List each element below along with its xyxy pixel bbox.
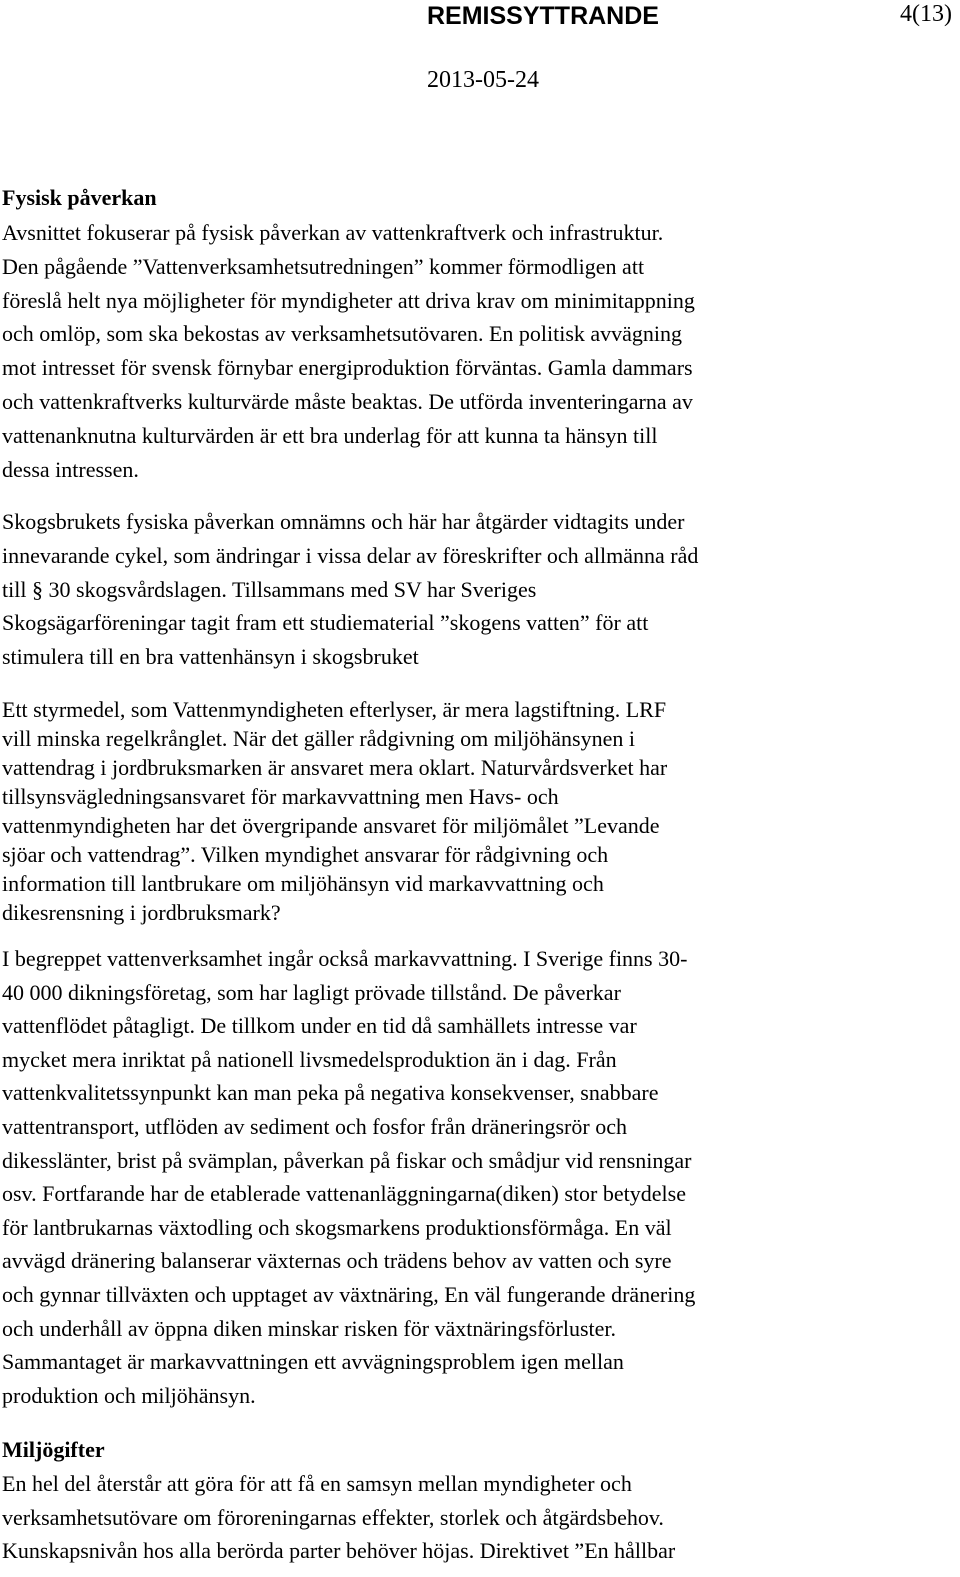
text-line: osv. Fortfarande har de etablerade vattenanläggningarna(diken) stor betydelse	[2, 1181, 686, 1207]
text-line: stimulera till en bra vattenhänsyn i skogsbruket	[2, 644, 419, 670]
text-line: Skogsbrukets fysiska påverkan omnämns och här har åtgärder vidtagits under	[2, 509, 685, 534]
text-line: för lantbrukarnas växtodling och skogsmarkens produktionsförmåga. En väl	[2, 1214, 672, 1240]
text-line: Ett styrmedel, som Vattenmyndigheten efterlyser, är mera lagstiftning. LRF	[2, 697, 667, 722]
text-line: mot intresset för svensk förnybar energiproduktion förväntas. Gamla dammars	[2, 355, 693, 381]
text-line: En hel del återstår att göra för att få en samsyn mellan myndigheter och	[2, 1471, 632, 1496]
page-number: 4(13)	[900, 1, 952, 27]
text-line: sjöar och vattendrag”. Vilken myndighet ansvarar för rådgivning och	[2, 842, 609, 867]
text-line: Skogsägarföreningar tagit fram ett studiematerial ”skogens vatten” för att	[2, 610, 649, 636]
paragraph-fysisk-4	[2, 942, 952, 1412]
text-line: vattenanknutna kulturvärden är ett bra underlag för att kunna ta hänsyn till	[2, 422, 658, 448]
section-heading-miljogifter: Miljögifter	[2, 1437, 105, 1462]
paragraph-fysisk-2	[2, 505, 952, 674]
text-line: till § 30 skogsvårdslagen. Tillsammans med SV har Sveriges	[2, 576, 537, 602]
text-line: avvägd dränering balanserar växternas och trädens behov av vatten och syre	[2, 1248, 672, 1274]
text-line: vattendrag i jordbruksmarken är ansvaret mera oklart. Naturvårdsverket har	[2, 755, 668, 780]
text-line: innevarande cykel, som ändringar i vissa delar av föreskrifter och allmänna råd	[2, 542, 699, 568]
text-line: Avsnittet fokuserar på fysisk påverkan av vattenkraftverk och infrastruktur.	[2, 220, 664, 245]
text-line: föreslå helt nya möjligheter för myndigheter att driva krav om minimitappning	[2, 287, 695, 313]
text-line: vattenflödet påtagligt. De tillkom under en tid då samhällets intresse var	[2, 1013, 637, 1039]
text-line: och vattenkraftverks kulturvärde måste beaktas. De utförda inventeringarna av	[2, 388, 693, 414]
text-line: och gynnar tillväxten och upptaget av växtnäring, En väl fungerande dränering	[2, 1281, 696, 1307]
text-line: dessa intressen.	[2, 456, 139, 482]
text-line: Kunskapsnivån hos alla berörda parter behöver höjas. Direktivet ”En hållbar	[2, 1538, 676, 1563]
text-line: information till lantbrukare om miljöhänsyn vid markavvattning och	[2, 871, 604, 896]
text-line: produktion och miljöhänsyn.	[2, 1382, 256, 1408]
text-line: I begreppet vattenverksamhet ingår också markavvattning. I Sverige finns 30-	[2, 946, 688, 971]
text-line: verksamhetsutövare om föroreningarnas effekter, storlek och åtgärdsbehov.	[2, 1504, 664, 1530]
text-line: och underhåll av öppna diken minskar risken för växtnäringsförluster.	[2, 1315, 617, 1341]
paragraph-miljogifter-1	[2, 1467, 952, 1568]
text-line: dikesslänter, brist på svämplan, påverkan på fiskar och smådjur vid rensningar	[2, 1147, 692, 1173]
text-line: Sammantaget är markavvattningen ett avvägningsproblem igen mellan	[2, 1349, 624, 1375]
text-line: vattenkvalitetssynpunkt kan man peka på negativa konsekvenser, snabbare	[2, 1080, 659, 1106]
section-heading-fysisk-paverkan: Fysisk påverkan	[2, 185, 157, 210]
paragraph-fysisk-1	[2, 216, 952, 486]
text-line: dikesrensning i jordbruksmark?	[2, 900, 281, 925]
text-line: vattenmyndigheten har det övergripande ansvaret för miljömålet ”Levande	[2, 813, 660, 838]
text-line: tillsynsvägledningsansvaret för markavvattning men Havs- och	[2, 784, 559, 809]
text-line: Den pågående ”Vattenverksamhetsutredningen” kommer förmodligen att	[2, 253, 645, 279]
text-line: 40 000 dikningsföretag, som har lagligt prövade tillstånd. De påverkar	[2, 979, 621, 1005]
text-line: mycket mera inriktat på nationell livsmedelsproduktion än i dag. Från	[2, 1046, 617, 1072]
paragraph-fysisk-3	[2, 695, 952, 927]
document-type-title: REMISSYTTRANDE	[427, 2, 659, 30]
text-line: vill minska regelkrånglet. När det gäller rådgivning om miljöhänsynen i	[2, 726, 635, 751]
text-line: vattentransport, utflöden av sediment och fosfor från dräneringsrör och	[2, 1113, 627, 1139]
text-line: och omlöp, som ska bekostas av verksamhetsutövaren. En politisk avvägning	[2, 321, 683, 347]
document-date: 2013-05-24	[427, 67, 539, 93]
